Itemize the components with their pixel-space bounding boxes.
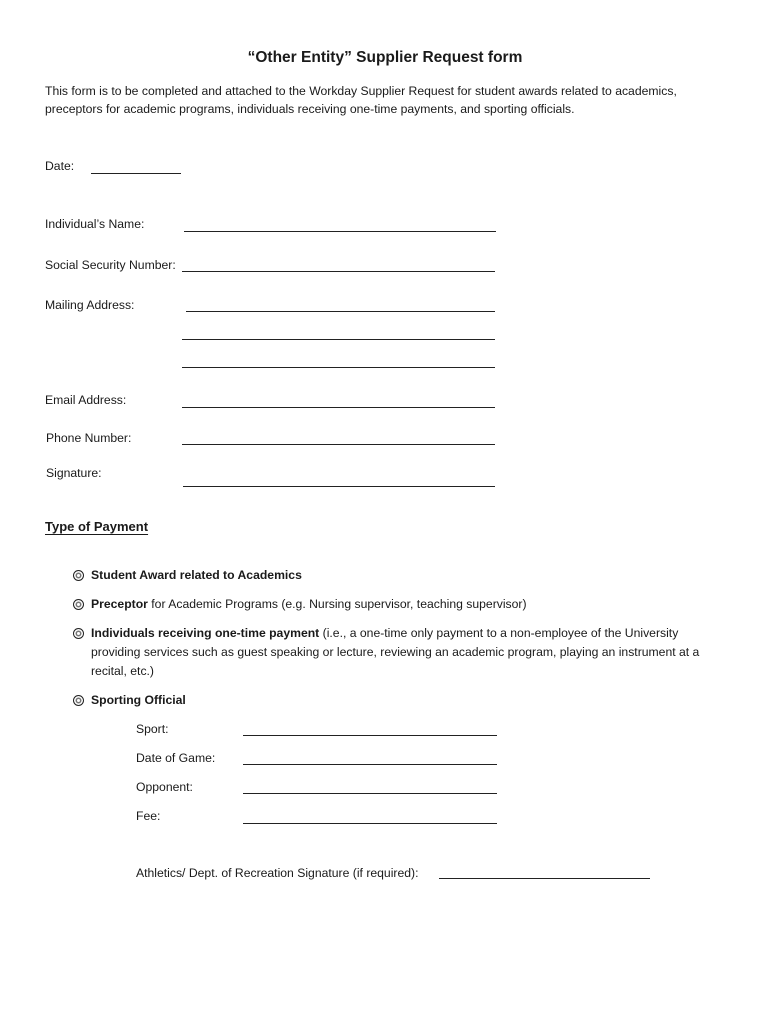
- payment-type-heading: Type of Payment: [45, 519, 149, 534]
- ssn-label: Social Security Number:: [45, 258, 176, 272]
- mailing-address-line-3[interactable]: [182, 367, 495, 368]
- mailing-address-line-1[interactable]: [186, 311, 495, 312]
- date-of-game-field[interactable]: [243, 764, 497, 765]
- name-label: Individual’s Name:: [45, 217, 145, 231]
- signature-field[interactable]: [183, 486, 495, 487]
- fee-label: Fee:: [136, 809, 161, 823]
- option-sporting-official: Sporting Official: [91, 693, 186, 707]
- option-one-time-payment: Individuals receiving one-time payment (i.e., a one-time only payment to a non-employee of the University providing services such as guest speaking or lecture, reviewing an academic program, playing an instrument at a recital, etc.): [91, 626, 700, 678]
- phone-field[interactable]: [182, 444, 495, 445]
- phone-label: Phone Number:: [46, 431, 132, 445]
- opponent-field[interactable]: [243, 793, 497, 794]
- radio-sporting-official[interactable]: [73, 695, 84, 706]
- fee-field[interactable]: [243, 823, 497, 824]
- opponent-label: Opponent:: [136, 780, 193, 794]
- email-field[interactable]: [182, 407, 495, 408]
- email-label: Email Address:: [45, 393, 127, 407]
- date-of-game-label: Date of Game:: [136, 751, 216, 765]
- form-title: “Other Entity” Supplier Request form: [247, 49, 523, 66]
- radio-one-time-payment[interactable]: [73, 628, 84, 639]
- date-label: Date:: [45, 159, 75, 173]
- sport-label: Sport:: [136, 722, 169, 736]
- mailing-address-line-2[interactable]: [182, 339, 495, 340]
- date-field[interactable]: [91, 173, 181, 174]
- ssn-field[interactable]: [182, 271, 495, 272]
- athletics-signature-field[interactable]: [439, 878, 650, 879]
- option-preceptor: Preceptor for Academic Programs (e.g. Nursing supervisor, teaching supervisor): [91, 597, 527, 611]
- form-intro: This form is to be completed and attached to the Workday Supplier Request for student awards related to academics, preceptors for academic programs, individuals receiving one-time payments, and sporting officials.: [45, 84, 677, 116]
- option-student-award: Student Award related to Academics: [91, 568, 302, 582]
- athletics-signature-label: Athletics/ Dept. of Recreation Signature (if required):: [136, 866, 419, 880]
- name-field[interactable]: [184, 231, 496, 232]
- radio-student-award[interactable]: [73, 570, 84, 581]
- mailing-address-label: Mailing Address:: [45, 298, 135, 312]
- sport-field[interactable]: [243, 735, 497, 736]
- radio-preceptor[interactable]: [73, 599, 84, 610]
- signature-label: Signature:: [46, 466, 102, 480]
